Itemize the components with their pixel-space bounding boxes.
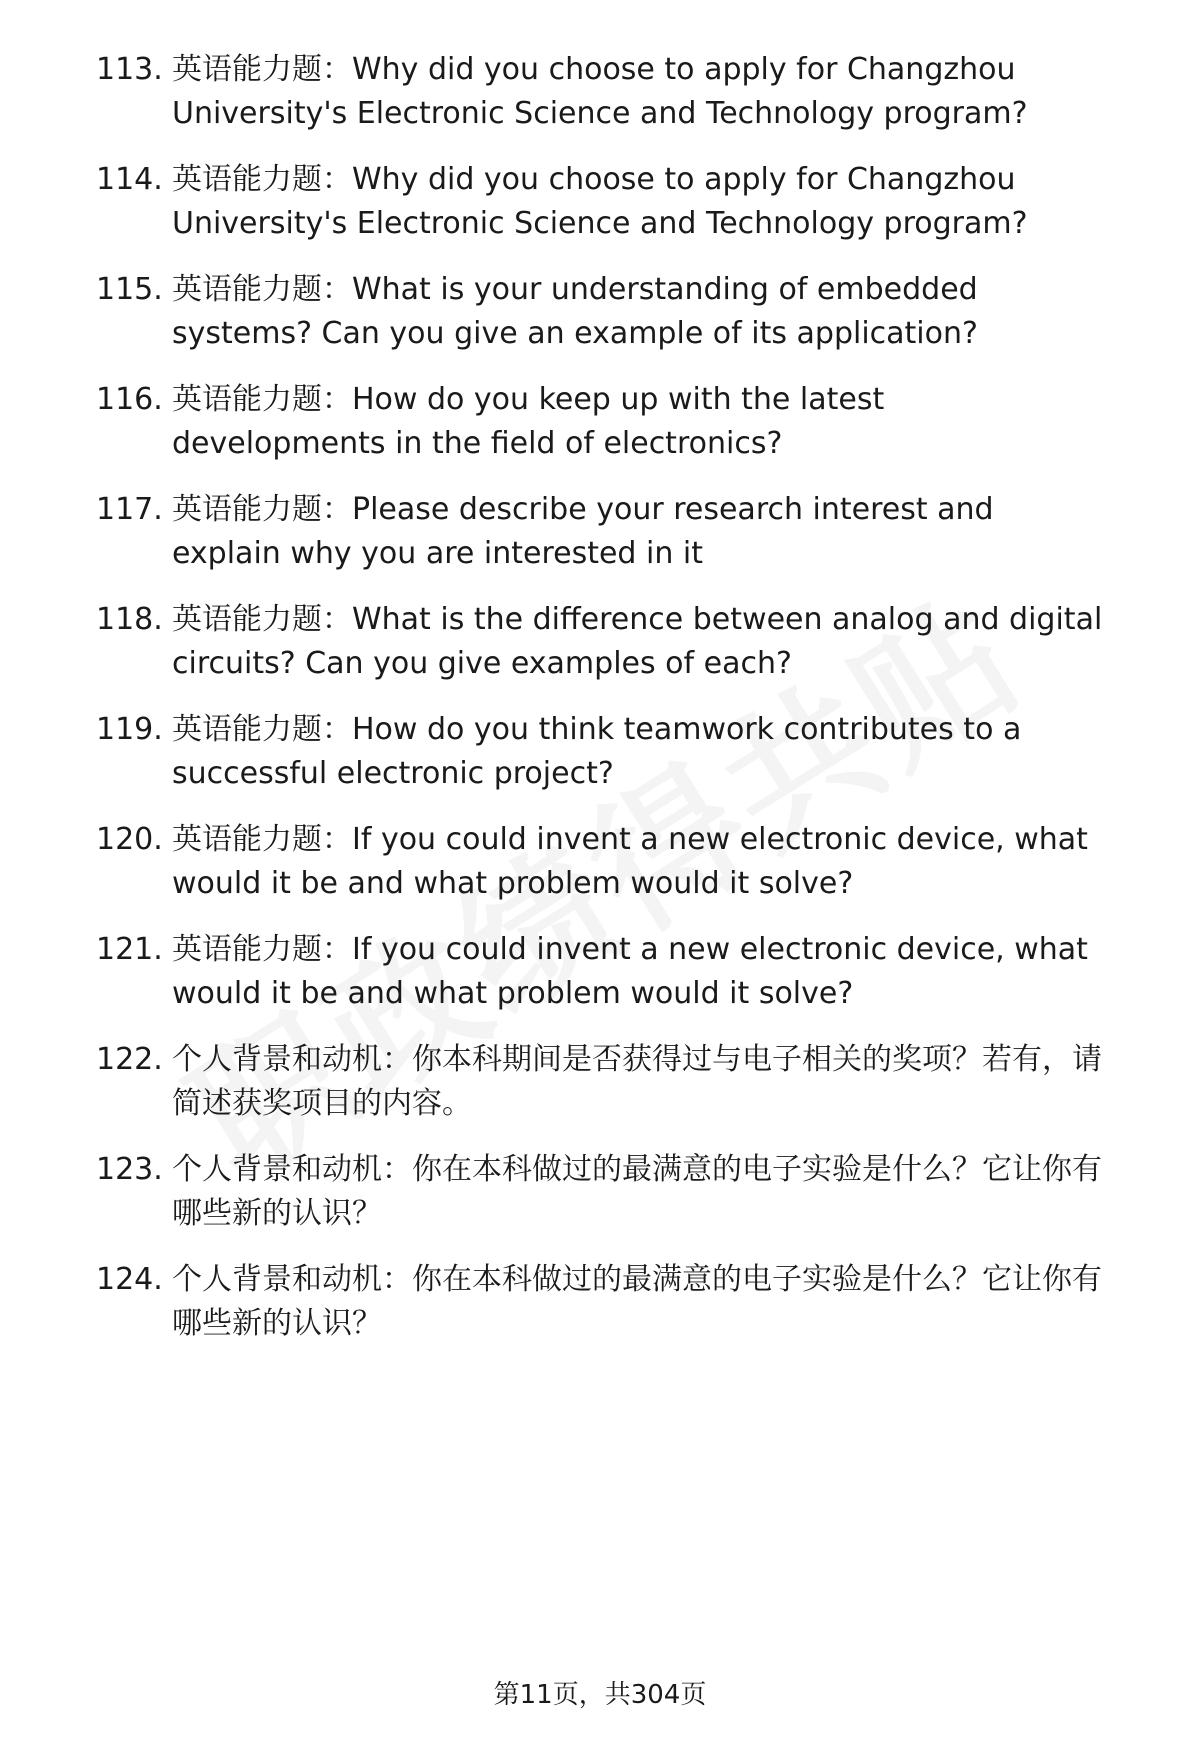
question-text: 个人背景和动机：你在本科做过的最满意的电子实验是什么？它让你有哪些新的认识？	[172, 1262, 1102, 1341]
list-item	[96, 268, 1104, 356]
question-text: 英语能力题：How do you think teamwork contributes to a successful electronic project?	[172, 712, 1022, 791]
question-text: 英语能力题：If you could invent a new electronic device, what would it be and what problem would it solve?	[172, 822, 1088, 901]
question-number: 124.	[96, 1262, 163, 1297]
question-number: 119.	[96, 712, 163, 747]
list-item	[96, 158, 1104, 246]
question-text: 个人背景和动机：你本科期间是否获得过与电子相关的奖项？若有，请简述获奖项目的内容。	[172, 1042, 1102, 1121]
list-item	[96, 48, 1104, 136]
question-number: 122.	[96, 1042, 163, 1077]
list-item	[96, 1258, 1104, 1346]
question-text: 个人背景和动机：你在本科做过的最满意的电子实验是什么？它让你有哪些新的认识？	[172, 1152, 1102, 1231]
question-text: 英语能力题：Please describe your research interest and explain why you are interested in it	[172, 492, 994, 571]
list-item	[96, 708, 1104, 796]
question-text: 英语能力题：What is the difference between analog and digital circuits? Can you give examples of each?	[172, 602, 1103, 681]
question-text: 英语能力题：How do you keep up with the latest developments in the field of electronics?	[172, 382, 885, 461]
question-text: 英语能力题：If you could invent a new electronic device, what would it be and what problem would it solve?	[172, 932, 1088, 1011]
question-number: 114.	[96, 162, 163, 197]
question-text: 英语能力题：Why did you choose to apply for Changzhou University's Electronic Science and Technology program?	[172, 52, 1028, 131]
list-item	[96, 598, 1104, 686]
question-number: 123.	[96, 1152, 163, 1187]
question-number: 120.	[96, 822, 163, 857]
question-number: 113.	[96, 52, 163, 87]
question-text: 英语能力题：Why did you choose to apply for Changzhou University's Electronic Science and Technology program?	[172, 162, 1028, 241]
page-footer: 第11页，共304页	[493, 1680, 707, 1710]
list-item	[96, 818, 1104, 906]
question-text: 英语能力题：What is your understanding of embedded systems? Can you give an example of its application?	[172, 272, 978, 351]
list-item	[96, 488, 1104, 576]
list-item	[96, 928, 1104, 1016]
list-item	[96, 1148, 1104, 1236]
list-item	[96, 1038, 1104, 1126]
question-number: 116.	[96, 382, 163, 417]
question-number: 117.	[96, 492, 163, 527]
question-number: 118.	[96, 602, 163, 637]
question-list	[96, 48, 1104, 1346]
question-number: 115.	[96, 272, 163, 307]
question-number: 121.	[96, 932, 163, 967]
list-item	[96, 378, 1104, 466]
